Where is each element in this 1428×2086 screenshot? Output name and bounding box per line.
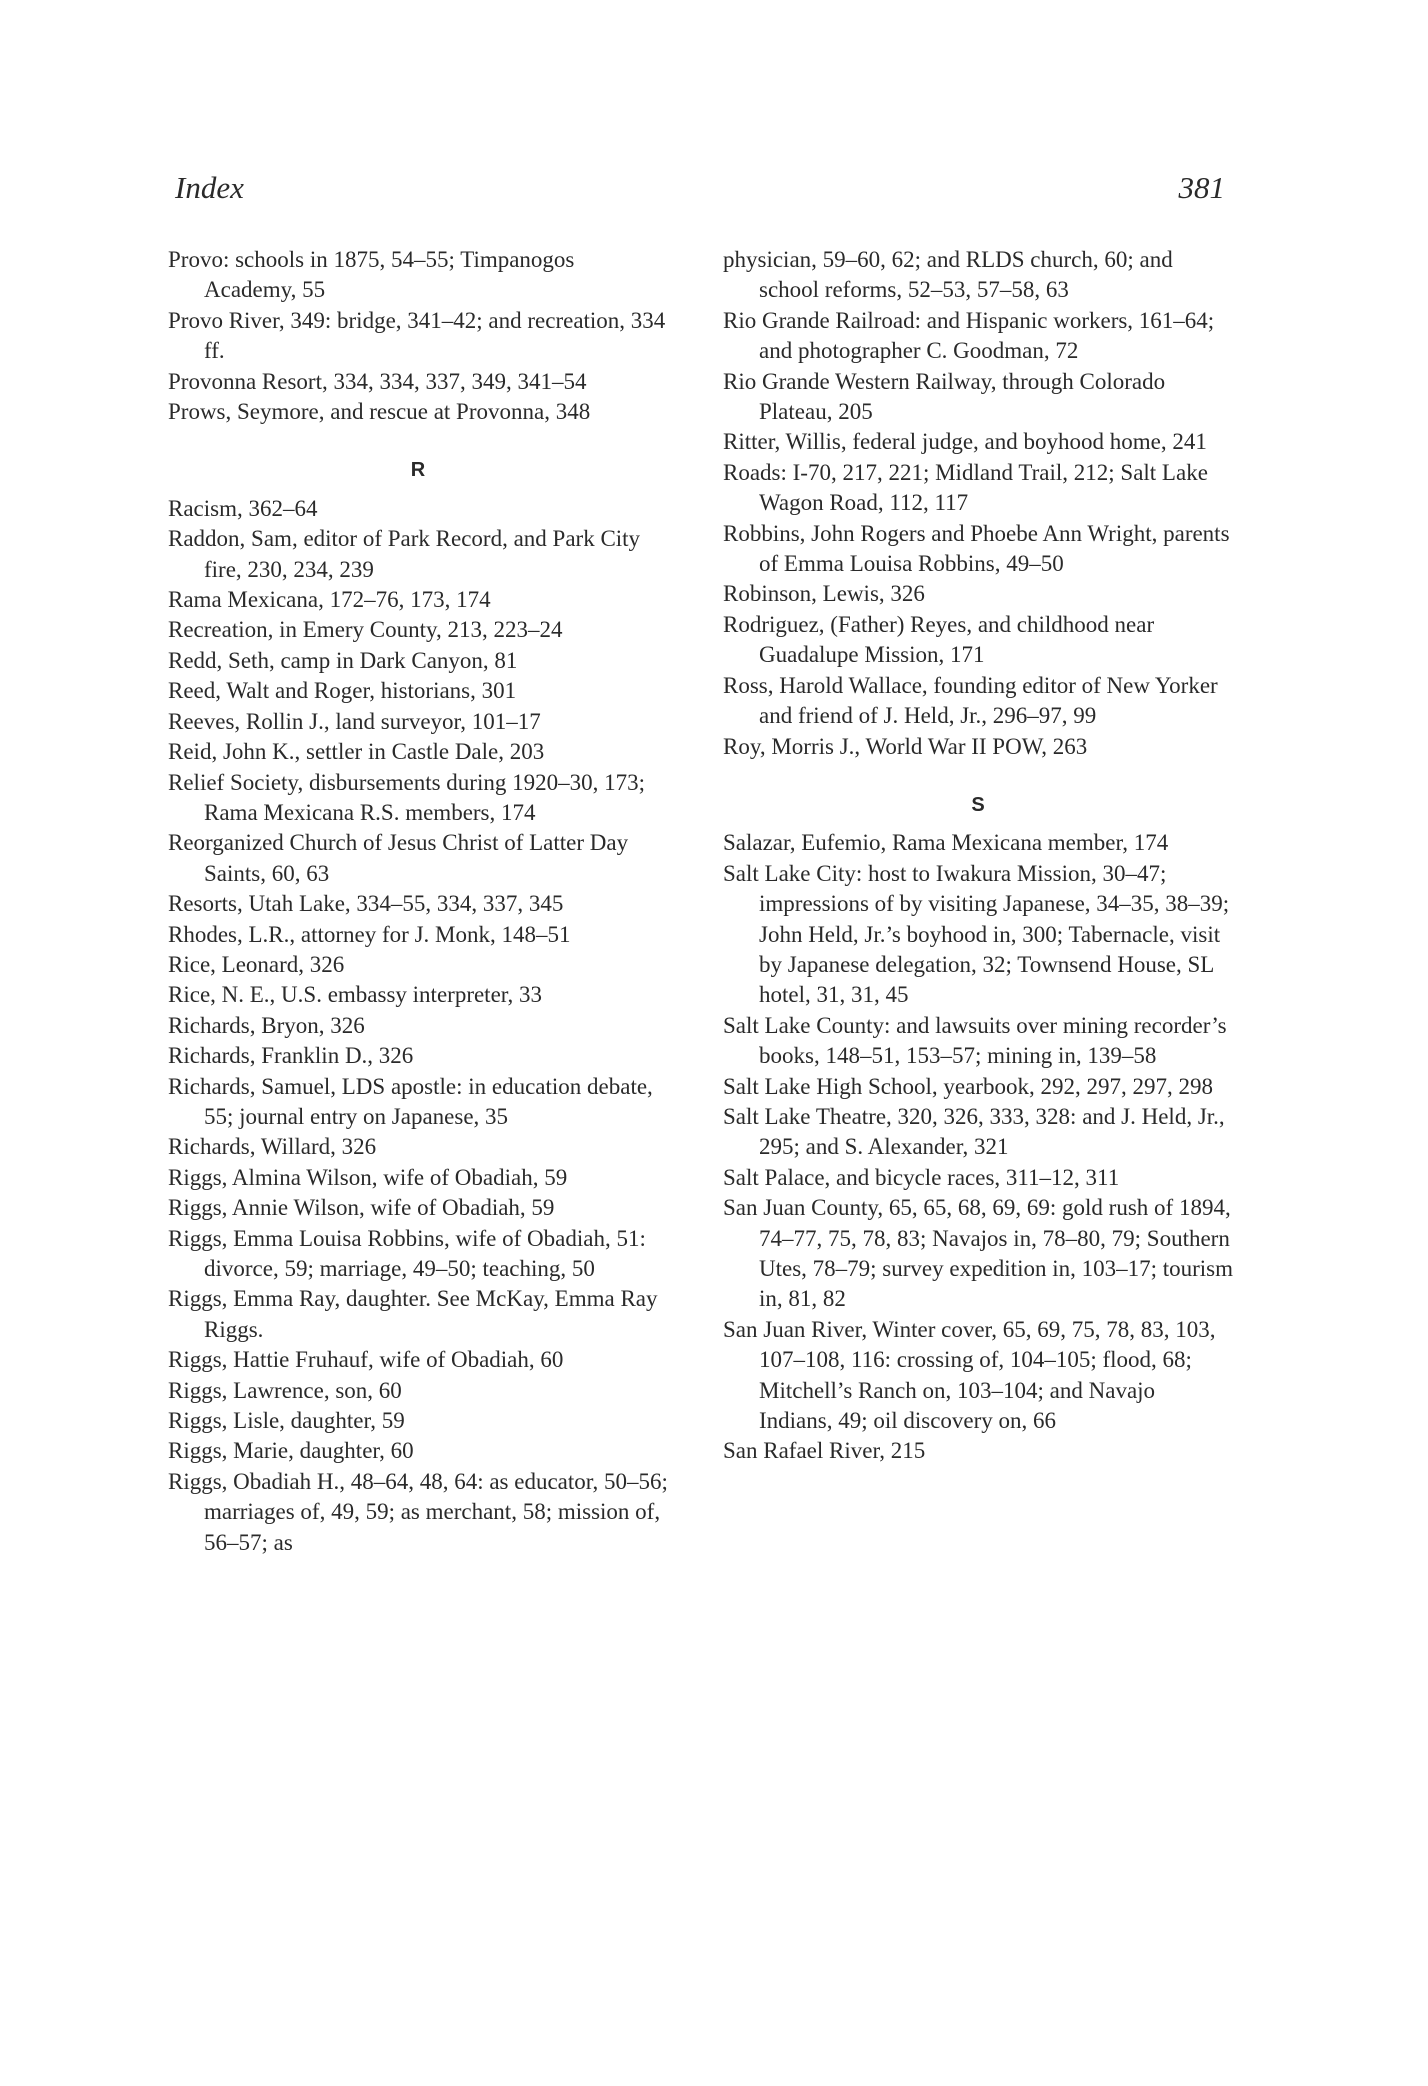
page-header (175, 170, 1225, 210)
index-entry: Resorts, Utah Lake, 334–55, 334, 337, 345 (168, 891, 564, 917)
section-gap (168, 486, 668, 494)
index-entry: Salazar, Eufemio, Rama Mexicana member, 174 (723, 830, 1169, 856)
index-entry: Robbins, John Rogers and Phoebe Ann Wright, parents of Emma Louisa Robbins, 49–50 (723, 520, 1230, 577)
running-head-title: Index (175, 170, 244, 205)
index-section-r (168, 494, 668, 1558)
index-entry: Reed, Walt and Roger, historians, 301 (168, 678, 517, 704)
index-entry: Rice, Leonard, 326 (168, 951, 345, 977)
section-letter-s: S (971, 793, 985, 816)
index-entry: Roy, Morris J., World War II POW, 263 (723, 733, 1088, 759)
index-entry: Prows, Seymore, and rescue at Provonna, 348 (168, 399, 591, 425)
index-entry: San Rafael River, 215 (723, 1438, 926, 1464)
index-entry: Raddon, Sam, editor of Park Record, and Park City fire, 230, 234, 239 (168, 526, 641, 582)
index-entry: Reorganized Church of Jesus Christ of Latter Day Saints, 60, 63 (168, 830, 629, 886)
index-entry: Provo River, 349: bridge, 341–42; and recreation, 334 ff. (168, 307, 666, 364)
index-entry: Recreation, in Emery County, 213, 223–24 (168, 617, 563, 643)
section-letter-r: R (410, 459, 426, 482)
index-entry: Rodriguez, (Father) Reyes, and childhood near Guadalupe Mission, 171 (723, 611, 1155, 668)
index-entry: Riggs, Almina Wilson, wife of Obadiah, 59 (168, 1164, 568, 1190)
page-number: 381 (1178, 170, 1225, 205)
index-entry: Ross, Harold Wallace, founding editor of New Yorker and friend of J. Held, Jr., 296–97, 99 (723, 672, 1218, 729)
index-entry: Reeves, Rollin J., land surveyor, 101–17 (168, 708, 541, 734)
index-entry: Ritter, Willis, federal judge, and boyhood home, 241 (723, 429, 1207, 455)
index-entry: Robinson, Lewis, 326 (723, 581, 925, 607)
index-column-right (723, 245, 1233, 1467)
index-column-left (168, 245, 668, 1558)
index-entry: Riggs, Marie, daughter, 60 (168, 1438, 414, 1464)
index-entry: Riggs, Annie Wilson, wife of Obadiah, 59 (168, 1195, 555, 1221)
index-entry: Richards, Bryon, 326 (168, 1012, 365, 1038)
index-entry: Riggs, Obadiah H., 48–64, 48, 64: as educator, 50–56; marriages of, 49, 59; as merchant, 58; mission of, 56–57; as (168, 1468, 668, 1555)
index-entry: Richards, Franklin D., 326 (168, 1043, 414, 1069)
index-entry: San Juan County, 65, 65, 68, 69, 69: gold rush of 1894, 74–77, 75, 78, 83; Navajos in, 78–80, 79; Southern Utes, 78–79; survey expedition in, 103–17; tourism in, 81, 82 (723, 1195, 1234, 1312)
index-entry: Rio Grande Western Railway, through Colorado Plateau, 205 (723, 368, 1166, 425)
index-entry: Racism, 362–64 (168, 495, 318, 521)
index-entry: Riggs, Emma Ray, daughter. See McKay, Emma Ray Riggs. (168, 1286, 658, 1342)
section-gap (723, 820, 1233, 828)
index-entry: San Juan River, Winter cover, 65, 69, 75, 78, 83, 103, 107–108, 116: crossing of, 104–105; flood, 68; Mitchell’s Ranch on, 103–104; and Navajo Indians, 49; oil discovery on, 66 (723, 1316, 1216, 1434)
index-entry: Rice, N. E., U.S. embassy interpreter, 33 (168, 982, 543, 1008)
index-entry: Provo: schools in 1875, 54–55; Timpanogos Academy, 55 (168, 247, 575, 303)
index-entry: Relief Society, disbursements during 1920–30, 173; Rama Mexicana R.S. members, 174 (168, 769, 645, 825)
index-entry: Redd, Seth, camp in Dark Canyon, 81 (168, 647, 518, 673)
index-entry: Richards, Willard, 326 (168, 1134, 377, 1160)
section-gap (168, 427, 668, 455)
index-entry: Provonna Resort, 334, 334, 337, 349, 341–54 (168, 368, 587, 394)
index-entry: Salt Lake High School, yearbook, 292, 297, 297, 298 (723, 1073, 1213, 1099)
index-entry: Salt Palace, and bicycle races, 311–12, 311 (723, 1164, 1120, 1190)
index-entry: Reid, John K., settler in Castle Dale, 203 (168, 739, 545, 765)
index-entry: Rio Grande Railroad: and Hispanic workers, 161–64; and photographer C. Goodman, 72 (723, 307, 1215, 364)
index-section-p (168, 245, 668, 427)
index-entry: Salt Lake Theatre, 320, 326, 333, 328: and J. Held, Jr., 295; and S. Alexander, 321 (723, 1103, 1225, 1160)
index-entry: Riggs, Lawrence, son, 60 (168, 1377, 402, 1403)
index-entry: Rhodes, L.R., attorney for J. Monk, 148–51 (168, 921, 571, 947)
index-entry: Salt Lake City: host to Iwakura Mission, 30–47; impressions of by visiting Japanese, 34–35, 38–39; John Held, Jr.’s boyhood in, 300; Tabernacle, visit by Japanese delegation, 32; Townsend House, SL hotel, 31, 31, 45 (723, 860, 1230, 1008)
index-entry: Salt Lake County: and lawsuits over mining recorder’s books, 148–51, 153–57; mining in, 139–58 (723, 1012, 1227, 1069)
index-entry: Riggs, Emma Louisa Robbins, wife of Obadiah, 51: divorce, 59; marriage, 49–50; teaching, 50 (168, 1225, 646, 1281)
index-entry: Roads: I-70, 217, 221; Midland Trail, 212; Salt Lake Wagon Road, 112, 117 (723, 459, 1208, 516)
index-entry: Richards, Samuel, LDS apostle: in education debate, 55; journal entry on Japanese, 35 (168, 1073, 653, 1129)
index-entry: Rama Mexicana, 172–76, 173, 174 (168, 587, 491, 613)
index-entry: Riggs, Lisle, daughter, 59 (168, 1408, 405, 1434)
section-gap (723, 762, 1233, 790)
index-section-s (723, 828, 1233, 1467)
index-entry: physician, 59–60, 62; and RLDS church, 60; and school reforms, 52–53, 57–58, 63 (723, 247, 1173, 303)
index-entry: Riggs, Hattie Fruhauf, wife of Obadiah, 60 (168, 1347, 564, 1373)
index-section-r-continued (723, 245, 1233, 762)
